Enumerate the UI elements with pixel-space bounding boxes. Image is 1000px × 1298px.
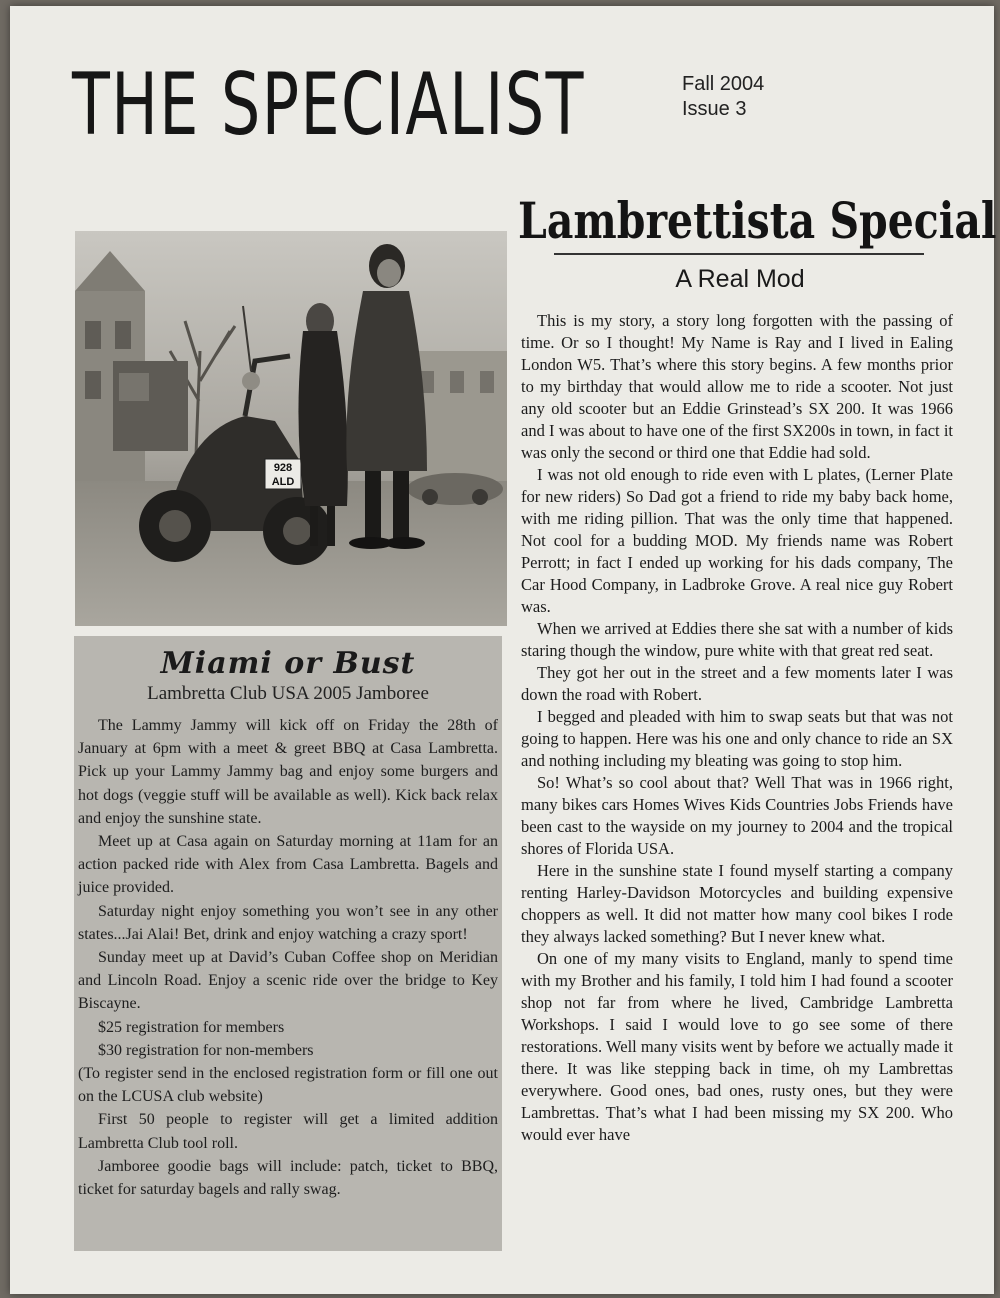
article-paragraph: This is my story, a story long forgotten with the passing of time. Or so I thought! My Name is Ray and I lived in Ealing London W5. That’s where this story begins. A few months prior to my birthday that would allow me to ride a scooter. Not just any old scooter but an Eddie Grinstead’s SX 200. It was 1966 and I was about to have one of the first SX200s in town, in fact it was only the second or third one that Eddie had sold.	[521, 311, 953, 462]
article-paragraph: When we arrived at Eddies there she sat with a number of kids staring though the window, pure white with that great red seat.	[521, 619, 953, 660]
article-paragraph: I was not old enough to ride even with L plates, (Lerner Plate for new riders) So Dad got a friend to ride my baby back home, with me riding pillion. That was the only time that happened. Not cool for a budding MOD. My friends name was Robert Perrott; in fact I ended up working for his dads company, The Car Hood Company, in Ladbroke Grove. A real nice guy Robert was.	[521, 465, 953, 616]
article-title: Lambrettista Special	[518, 191, 997, 250]
sidebar-paragraph: Saturday night enjoy something you won’t see in any other states...Jai Alai! Bet, drink and enjoy watching a crazy sport!	[78, 902, 498, 943]
sidebar-paragraph: First 50 people to register will get a limited addition Lambretta Club tool roll.	[78, 1111, 498, 1152]
sidebar-body	[78, 714, 498, 1201]
article-paragraph: On one of my many visits to England, manly to spend time with my Brother and his family, I told him I had found a scooter shop not far from where he lived, Cambridge Lambretta Workshops. I said I would love to go see some of there restorations. Well many visits went by before we actually made it there. It was like stepping back in time, oh my Lambrettas everywhere. Good ones, bad ones, rusty ones, but they were Lambrettas. That’s what I had been missing my SX 200. Who would ever have	[521, 949, 953, 1144]
scooter-photo	[75, 231, 507, 626]
article-subtitle: A Real Mod	[675, 265, 805, 293]
sidebar-paragraph: $30 registration for non-members	[98, 1041, 314, 1059]
article-paragraph: So! What’s so cool about that? Well That was in 1966 right, many bikes cars Homes Wives Kids Countries Jobs Friends have been cast to the wayside on my journey to 2004 and the tropical shores of Florida USA.	[521, 773, 953, 858]
article-paragraph: I begged and pleaded with him to swap seats but that was not going to happen. Here was his one and only chance to ride an SX and nothing including my bleating was going to stop him.	[521, 707, 953, 770]
jamboree-sidebar	[74, 636, 502, 1251]
title-divider	[554, 253, 924, 255]
sidebar-subtitle: Lambretta Club USA 2005 Jamboree	[147, 683, 429, 704]
sidebar-paragraph: $25 registration for members	[98, 1018, 285, 1036]
newsletter-page	[10, 6, 997, 1294]
scooter-photo-illustration	[75, 231, 507, 626]
sidebar-paragraph: Meet up at Casa again on Saturday morning at 11am for an action packed ride with Alex from Casa Lambretta. Bagels and juice provided.	[78, 833, 498, 897]
sidebar-paragraph: (To register send in the enclosed registration form or fill one out on the LCUSA club website)	[78, 1065, 498, 1106]
plate-line-1: 928	[273, 462, 293, 474]
sidebar-paragraph: The Lammy Jammy will kick off on Friday the 28th of January at 6pm with a meet & greet BBQ at Casa Lambretta. Pick up your Lammy Jammy bag and enjoy some burgers and hot dogs (veggie stuff will be available as well). Kick back relax and enjoy the sunshine state.	[78, 717, 498, 827]
issue-season: Fall 2004	[682, 73, 765, 95]
issue-info	[682, 72, 764, 122]
article-paragraph: They got her out in the street and a few moments later I was down the road with Robert.	[521, 663, 953, 704]
sidebar-paragraph: Jamboree goodie bags will include: patch, ticket to BBQ, ticket for saturday bagels and rally swag.	[78, 1157, 498, 1199]
sidebar-paragraph: Sunday meet up at David’s Cuban Coffee shop on Meridian and Lincoln Road. Enjoy a scenic ride over the bridge to Key Biscayne.	[78, 949, 498, 1013]
issue-number: Issue 3	[682, 98, 747, 120]
article-body	[521, 310, 953, 1146]
masthead-title: THE SPECIALIST	[72, 55, 585, 155]
article-paragraph: Here in the sunshine state I found myself starting a company renting Harley-Davidson Motorcycles and building expensive choppers as well. It did not matter how many cool bikes I rode they always lacked something? But I never knew what.	[521, 861, 953, 946]
sidebar-title: Miami or Bust	[160, 646, 416, 681]
plate-line-2: ALD	[271, 476, 295, 488]
